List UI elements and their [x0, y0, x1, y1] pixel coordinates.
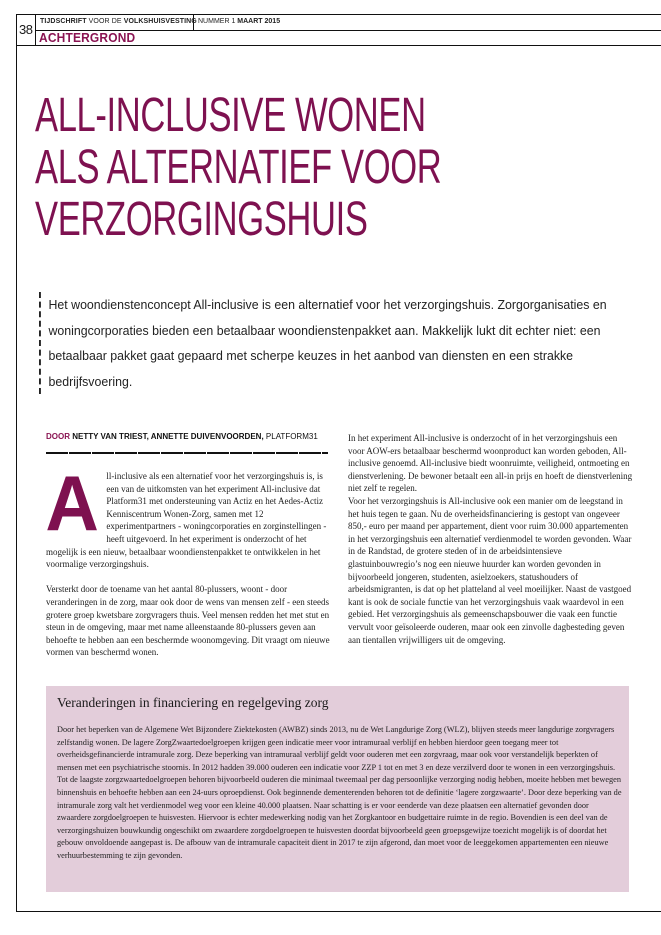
title-line: VERZORGINGSHUIS [35, 193, 368, 246]
sidebar-box [46, 686, 629, 892]
issue-info [198, 18, 280, 25]
paragraph [45, 459, 330, 571]
byline [46, 432, 318, 441]
byline-label: DOOR [46, 432, 70, 441]
byline-authors: NETTY VAN TRIEST, ANNETTE DUIVENVOORDEN, [72, 432, 264, 441]
left-column [45, 459, 330, 659]
drop-cap: A [45, 459, 99, 547]
paragraph: In het experiment All-inclusive is onderzocht of in het verzorgingshuis een voor AOW-ers betaalbaar beschermd woonproduct kan worden geboden, All-inclusive genoemd. All-inclusive biedt woonruimte, veiligheid, ontmoeting en dienstverlening. De bewoner betaalt een all-in prijs en hoeft de dienstverlening niet zelf te regelen. [348, 433, 633, 494]
box-body: Door het beperken van de Algemene Wet Bijzondere Ziektekosten (AWBZ) sinds 2013, nu de Wet Langdurige Zorg (WLZ), blijven steeds meer langdurige zorgvragers zelfstandig wonen. De lagere ZorgZwaartedoelgroepen krijgen geen indicatie meer voor intramuraal verblijf en hebben hierdoor geen toegang meer tot overheidsgefinancierde intramurale zorg. Deze beperking van intramuraal verblijf geldt voor ouderen met een zorgvraag, maar ook voor verstandelijk beperkten of mensen met een psychiatrische stoornis. In 2012 hadden 39.000 ouderen een indicatie voor ZZP 1 tot en met 3 en deze verzilverd door te wonen in een verzorgingshuis. Tot de laagste zorgzwaartedoelgroepen behoren bijvoorbeeld ouderen die minimaal tweemaal per dag persoonlijke verzorging nodig hebben, moeite hebben met bewegen binnenshuis en behoefte hebben aan een 24-uurs oproepdienst. Ook beginnende dementerenden behoren tot de definitie ‘lagere zorgzwaarte’. Door deze beperking van de intramurale zorg valt het verdienmodel weg voor een kleine 40.000 plaatsen. Naar schatting is er voor eenderde van deze plaatsen een alternatief gevonden door zwaardere zorgdoelgroepen te huisvesten. Hiervoor is echter medewerking nodig van het Zorgkantoor en budgettaire ruimte in de regio. Bovendien is een deel van de verzorgingshuizen bouwkundig ongeschikt om zwaardere zorgdoelgroepen te huisvesten doordat bijvoorbeeld geen groepsgewijze toezicht mogelijk is of doordat het gebouw onvoldoende aangepast is. De afbouw van de intramurale capaciteit dient in 2017 te zijn afgerond, dan moet voor de leeggekomen appartementen een nieuwe verhuurbestemming te zijn gevonden. [57, 725, 622, 860]
title-line: ALL-INCLUSIVE WONEN [35, 89, 426, 142]
issue-date: MAART 2015 [237, 18, 281, 25]
paragraph: Versterkt door de toename van het aantal 80-plussers, woont - door veranderingen in de zorg, maar ook door de wens van mensen zelf - een steeds grotere groep kwetsbare zorgvragers thuis. Veel mensen redden het met stut en steun in de omgeving, maar met name alleenstaande 80-plussers geven aan behoefte te hebben aan een beschermde woonomgeving. Dit vraagt om nieuwe vormen van beschermd wonen. [46, 584, 330, 658]
box-title: Veranderingen in financiering en regelgeving zorg [57, 695, 329, 710]
article-title [35, 90, 441, 246]
right-column [348, 432, 633, 646]
article-intro: Het woondienstenconcept All-inclusive is een alternatief voor het verzorgingshuis. Zorgorganisaties en woningcorporaties bieden een betaalbaar woondienstenpakket aan. Makkelijk lukt dit echter niet: een betaalbaar pakket gaat gepaard met scherpe keuzes in het aanbod van diensten en een strakke bedrijfsvoering. [39, 292, 609, 394]
journal-name-part: TIJDSCHRIFT [40, 18, 87, 25]
header-top-rule [16, 14, 661, 15]
header-bottom-rule [16, 45, 661, 46]
journal-name-part: VOLKSHUISVESTING [123, 18, 197, 25]
page-number: 38 [19, 22, 33, 37]
journal-name [40, 18, 197, 25]
title-line: ALS ALTERNATIEF VOOR [35, 141, 442, 194]
journal-name-part: VOOR DE [88, 18, 122, 25]
byline-divider [46, 452, 328, 454]
paragraph: Voor het verzorgingshuis is All-inclusive ook een manier om de leegstand in het huis tegen te gaan. Nu de overheidsfinanciering is gestopt van ongeveer 850,- euro per maand per appartement, dient voor ruim 30.000 appartementen in het verzorgingshuis een alternatief verdienmodel te worden gevonden. Waar in de Randstad, de grotere steden of in de arbeidsintensieve glastuinbouwregio’s nog een nieuwe huurder kan worden gevonden in bijvoorbeeld jongeren, studenten, asielzoekers, statushouders of arbeidsmigranten, is dat op het platteland al veel moeilijker. Naast de vastgoed kant is ook de sociale functie van het verzorgingshuis vaak waardevol in een gebied. Het verzorgingshuis als gemeenschapsbouwer die vaak een functie vervult voor geïsoleerde ouderen, maar ook een zinvolle dagbesteding geven aan tientallen vrijwilligers uit de omgeving. [348, 495, 632, 645]
issue-number: NUMMER 1 [198, 18, 236, 25]
paragraph-text: ll-inclusive als een alternatief voor het verzorgingshuis is, is een van de uitkomsten van het experiment All-inclusive dat Platform31 met ondersteuning van Actiz en het Aedes-Actiz Kenniscentrum Wonen-Zorg, samen met 12 experimentpartners - woningcorporaties en zorginstellingen - heeft uitgevoerd. In het experiment is onderzocht of het mogelijk is een nieuw, betaalbaar woondienstenpakket te ontwikkelen in het voormalige verzorgingshuis. [46, 471, 327, 570]
section-label: ACHTERGROND [39, 30, 136, 45]
byline-organization: PLATFORM31 [265, 432, 318, 441]
